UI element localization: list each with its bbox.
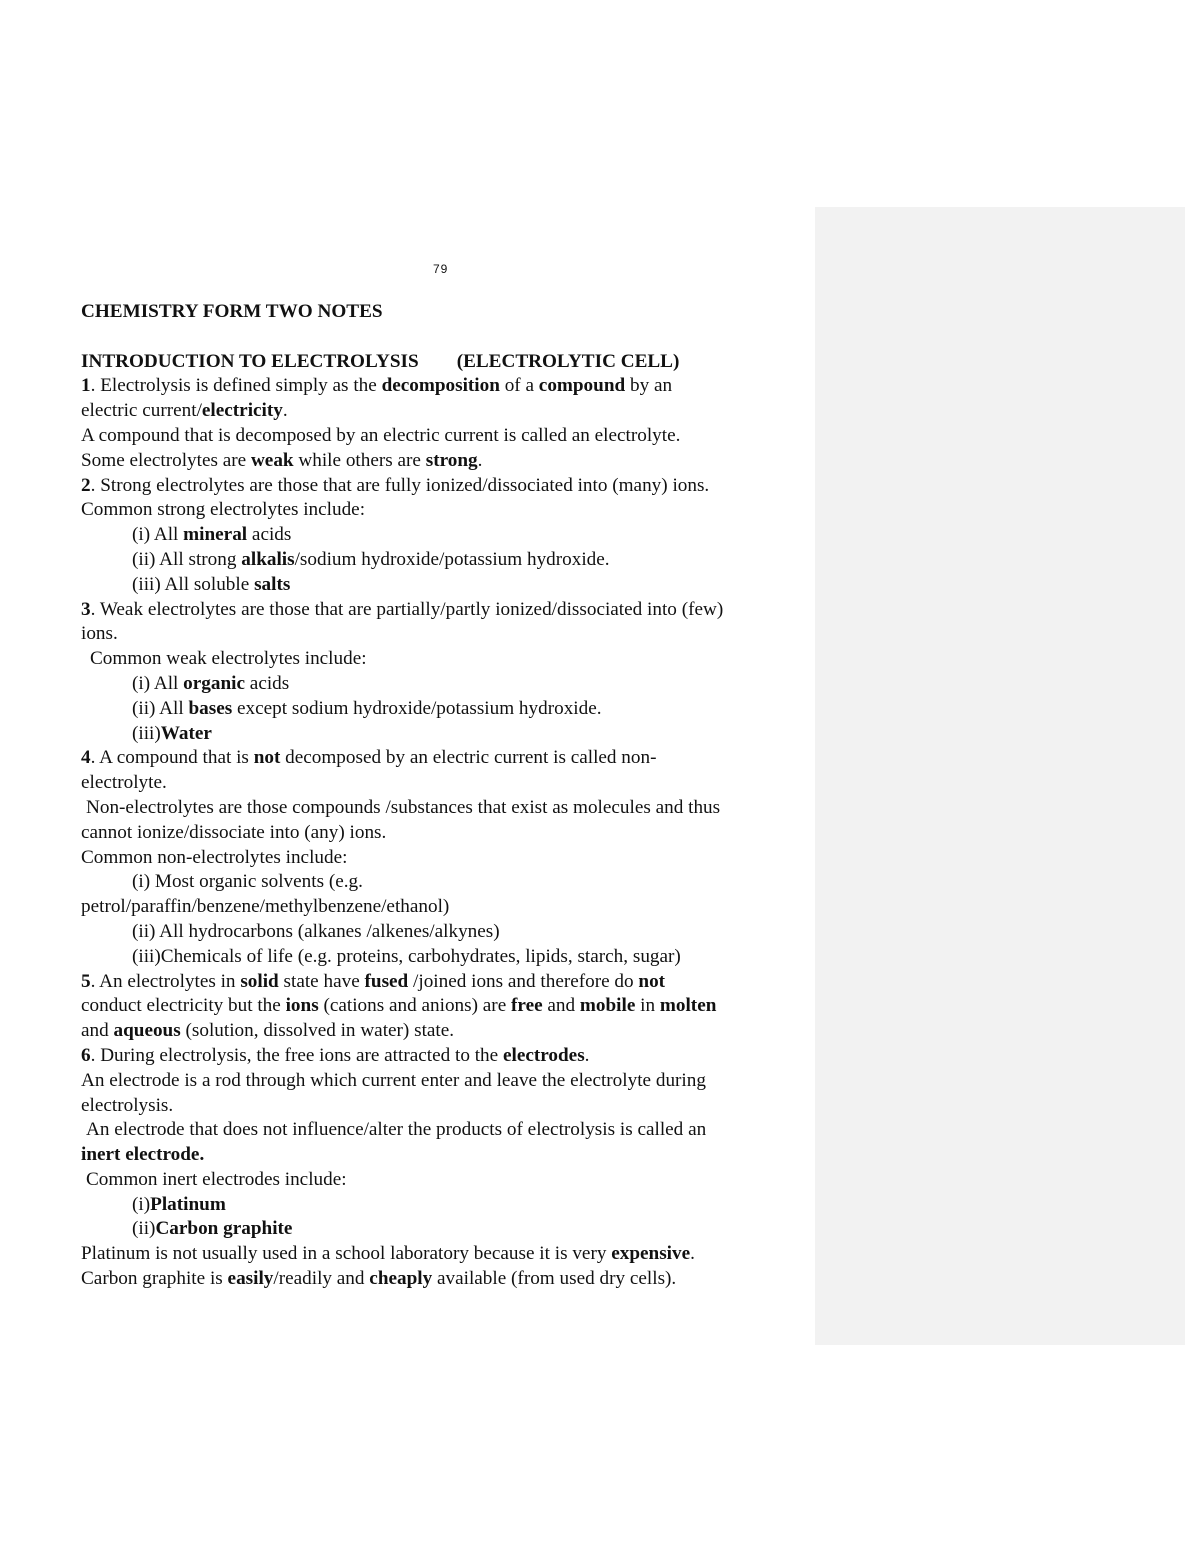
bold-text: easily — [227, 1268, 274, 1290]
text-line — [81, 746, 811, 771]
section-heading-main: INTRODUCTION TO ELECTROLYSIS — [81, 350, 419, 372]
text-line — [81, 895, 811, 920]
text-line — [81, 1267, 811, 1292]
bold-text: aqueous — [113, 1020, 181, 1042]
text-run: acids — [245, 672, 290, 694]
bold-text: 3 — [81, 598, 91, 620]
bold-text: 6 — [81, 1044, 91, 1066]
text-line — [81, 1044, 811, 1069]
bold-text: weak — [250, 449, 294, 471]
text-run: conduct electricity but the — [81, 995, 286, 1017]
text-line — [81, 672, 811, 697]
document-body — [81, 300, 811, 1292]
text-run: Some electrolytes are — [81, 449, 251, 471]
text-run: . A compound that is — [90, 747, 254, 769]
text-run: Common non-electrolytes include: — [81, 846, 348, 868]
bold-text: 5 — [81, 970, 91, 992]
text-run: acids — [247, 524, 292, 546]
text-run: An electrode that does not influence/alter the products of electrolysis is called an — [86, 1119, 707, 1141]
text-line — [81, 870, 811, 895]
text-run: while others are — [293, 449, 426, 471]
text-run: available (from used dry cells). — [432, 1268, 677, 1290]
text-line — [81, 548, 811, 573]
bold-text: not — [253, 747, 281, 769]
text-line — [81, 1242, 811, 1267]
text-run: (ii) All strong — [132, 548, 242, 570]
text-line — [81, 1019, 811, 1044]
text-line — [81, 1143, 811, 1168]
text-run: /sodium hydroxide/potassium hydroxide. — [294, 548, 610, 570]
bold-text: organic — [183, 672, 245, 694]
text-run: . During electrolysis, the free ions are attracted to the — [90, 1044, 503, 1066]
bold-text: electricity — [201, 400, 283, 422]
bold-text: molten — [659, 995, 717, 1017]
text-line — [81, 573, 811, 598]
bold-text: Carbon graphite — [155, 1218, 293, 1240]
text-line — [81, 846, 811, 871]
text-line — [81, 374, 811, 399]
text-run: electrolysis. — [81, 1094, 174, 1116]
bold-text: 4 — [81, 747, 91, 769]
text-run: except sodium hydroxide/potassium hydroxide. — [232, 697, 602, 719]
bold-text: Platinum — [150, 1193, 226, 1215]
text-run: (ii) All — [132, 697, 189, 719]
bold-text: 1 — [81, 375, 91, 397]
text-line — [81, 523, 811, 548]
text-line — [81, 1168, 811, 1193]
comment-pane — [815, 207, 1185, 1345]
text-run: . — [690, 1243, 695, 1265]
text-run: Common strong electrolytes include: — [81, 499, 366, 521]
text-run: (solution, dissolved in water) state. — [180, 1020, 455, 1042]
text-line — [81, 796, 811, 821]
bold-text: fused — [364, 970, 409, 992]
text-line — [81, 994, 811, 1019]
text-run: and — [81, 1020, 114, 1042]
text-run: (iii) All soluble — [132, 573, 255, 595]
text-line — [81, 970, 811, 995]
bold-text: inert electrode. — [81, 1144, 205, 1166]
text-line — [81, 1217, 811, 1242]
text-run: . Electrolysis is defined simply as the — [90, 375, 382, 397]
text-run: cannot ionize/dissociate into (any) ions. — [81, 821, 387, 843]
bold-text: expensive — [611, 1243, 691, 1265]
bold-text: cheaply — [369, 1268, 433, 1290]
text-line — [81, 474, 811, 499]
bold-text: salts — [254, 573, 291, 595]
text-run: (iii) — [132, 722, 161, 744]
text-line — [81, 1118, 811, 1143]
text-run: (ii) All hydrocarbons (alkanes /alkenes/alkynes) — [132, 920, 500, 942]
text-run: petrol/paraffin/benzene/methylbenzene/ethanol) — [81, 896, 450, 918]
blank-line — [81, 325, 811, 350]
text-line — [81, 598, 811, 623]
text-line — [81, 697, 811, 722]
text-run: . — [584, 1044, 590, 1066]
body-lines — [81, 374, 811, 1291]
text-run: state have — [278, 970, 365, 992]
text-run: in — [635, 995, 660, 1017]
text-run: (i) Most organic solvents (e.g. — [132, 871, 363, 893]
bold-text: electrodes — [502, 1044, 585, 1066]
text-run: Common weak electrolytes include: — [90, 648, 367, 670]
bold-text: compound — [538, 375, 626, 397]
page-number: 79 — [433, 262, 449, 276]
text-run: (iii)Chemicals of life (e.g. proteins, carbohydrates, lipids, starch, sugar) — [132, 945, 681, 967]
section-heading-sub: (ELECTROLYTIC CELL) — [456, 350, 680, 372]
bold-text: not — [638, 970, 666, 992]
text-run: . An electrolytes in — [90, 970, 241, 992]
bold-text: free — [511, 995, 543, 1017]
text-run: Carbon graphite is — [81, 1268, 228, 1290]
text-run: ions. — [81, 623, 118, 645]
text-run: Common inert electrodes include: — [86, 1168, 347, 1190]
text-run: and — [542, 995, 580, 1017]
text-run: Platinum is not usually used in a school laboratory because it is very — [81, 1243, 612, 1265]
text-line — [81, 498, 811, 523]
text-run: (i) All — [132, 524, 184, 546]
bold-text: ions — [285, 995, 319, 1017]
text-run: electrolyte. — [81, 772, 167, 794]
text-run: . Weak electrolytes are those that are partially/partly ionized/dissociated into (few) — [90, 598, 724, 620]
text-line — [81, 920, 811, 945]
bold-text: 2 — [81, 474, 91, 496]
text-run: electric current/ — [81, 400, 202, 422]
text-run: /joined ions and therefore do — [408, 970, 639, 992]
text-run: Non-electrolytes are those compounds /substances that exist as molecules and thus — [86, 796, 721, 818]
bold-text: solid — [240, 970, 279, 992]
text-run: of a — [499, 375, 539, 397]
text-run: /readily and — [273, 1268, 370, 1290]
bold-text: alkalis — [241, 548, 295, 570]
bold-text: decomposition — [381, 375, 500, 397]
text-line — [81, 622, 811, 647]
document-title: CHEMISTRY FORM TWO NOTES — [81, 301, 383, 322]
bold-text: bases — [188, 697, 233, 719]
text-run: decomposed by an electric current is called non- — [280, 747, 657, 769]
text-run: A compound that is decomposed by an electric current is called an electrolyte. — [81, 424, 681, 446]
text-run: by an — [625, 375, 673, 397]
text-line — [81, 821, 811, 846]
text-run: (cations and anions) are — [318, 995, 512, 1017]
text-run: (ii) — [132, 1218, 156, 1240]
text-line — [81, 1069, 811, 1094]
bold-text: Water — [160, 722, 212, 744]
text-line — [81, 647, 811, 672]
text-run: (i) All — [132, 672, 184, 694]
text-run: . — [282, 400, 288, 422]
text-line — [81, 424, 811, 449]
text-line — [81, 945, 811, 970]
text-line — [81, 449, 811, 474]
text-run: . Strong electrolytes are those that are fully ionized/dissociated into (many) ions. — [90, 474, 710, 496]
text-line — [81, 722, 811, 747]
bold-text: mineral — [183, 524, 248, 546]
text-run: (i) — [132, 1193, 151, 1215]
text-line — [81, 1094, 811, 1119]
section-heading — [81, 350, 811, 375]
text-line — [81, 1193, 811, 1218]
text-run: An electrode is a rod through which current enter and leave the electrolyte during — [81, 1069, 706, 1091]
bold-text: mobile — [579, 995, 636, 1017]
text-line — [81, 771, 811, 796]
bold-text: strong — [425, 449, 478, 471]
text-line — [81, 399, 811, 424]
text-run: . — [477, 449, 483, 471]
